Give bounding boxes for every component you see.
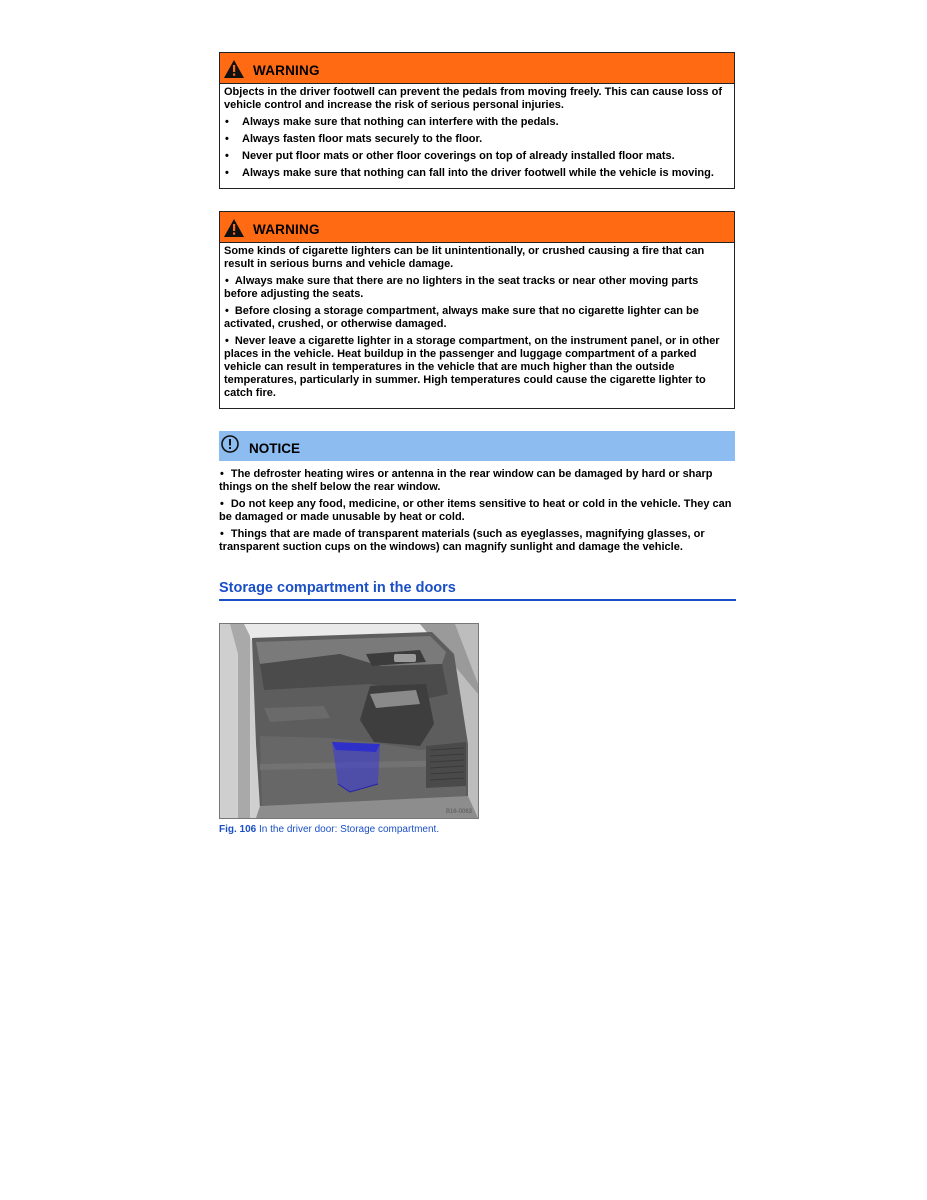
door-illustration (220, 624, 478, 818)
warning-header (220, 212, 734, 243)
list-item: • Never leave a cigarette lighter in a storage compartment, on the instrument panel, or in other places in the vehicle. Heat buildup in the passenger and luggage compartment of a parked vehicle can result in temperatures in the vehicle that are much higher than the outside temperatures, particularly in summer. High temperatures could cause the cigarette lighter to catch fire. (224, 335, 720, 399)
warning-triangle-icon (224, 219, 244, 237)
warning-box-pedals (219, 52, 735, 189)
notice-box (219, 431, 735, 554)
list-item: • Before closing a storage compartment, always make sure that no cigarette lighter can be activated, crushed, or otherwise damaged. (224, 305, 699, 330)
figure-label: Fig. 106 (219, 824, 257, 835)
list-item: • Do not keep any food, medicine, or other items sensitive to heat or cold in the vehicle. They can be damaged or made unusable by heat or cold. (219, 498, 732, 523)
warning-header (220, 53, 734, 84)
section-heading: Storage compartment in the doors (219, 580, 736, 601)
list-item: • Always make sure that there are no lighters in the seat tracks or near other moving parts before adjusting the seats. (224, 275, 699, 300)
exclamation-circle-icon (221, 435, 239, 453)
warning-triangle-icon (224, 60, 244, 78)
list-item: • Always make sure that nothing can fall into the driver footwell while the vehicle is moving. (225, 167, 714, 179)
warning-box-lighters (219, 211, 735, 409)
list-item: • The defroster heating wires or antenna in the rear window can be damaged by hard or sharp things on the shelf below the rear window. (219, 468, 713, 493)
warning-body (220, 243, 734, 408)
list-item: • Always fasten floor mats securely to the floor. (225, 133, 483, 145)
door-storage-figure (219, 623, 479, 819)
content-column (219, 52, 735, 558)
notice-body (219, 461, 735, 554)
list-item: • Things that are made of transparent materials (such as eyeglasses, magnifying glasses, or transparent suction cups on the windows) can magnify sunlight and damage the vehicle. (219, 528, 705, 553)
warning-title: WARNING (253, 221, 320, 237)
warning-title: WARNING (253, 62, 320, 78)
notice-title: NOTICE (249, 440, 301, 456)
notice-header (219, 431, 735, 461)
figure-caption-text: In the driver door: Storage compartment. (256, 824, 440, 835)
list-item: • Never put floor mats or other floor coverings on top of already installed floor mats. (225, 150, 675, 162)
warning-intro: Objects in the driver footwell can prevent the pedals from moving freely. This can cause loss of vehicle control and increase the risk of serious personal injuries. (224, 86, 722, 111)
figure-code: B16-0063 (445, 809, 472, 815)
warning-intro: Some kinds of cigarette lighters can be lit unintentionally, or crushed causing a fire that can result in serious burns and vehicle damage. (224, 245, 705, 270)
list-item: • Always make sure that nothing can interfere with the pedals. (225, 116, 559, 128)
warning-body (220, 84, 734, 188)
figure-caption (219, 824, 439, 835)
